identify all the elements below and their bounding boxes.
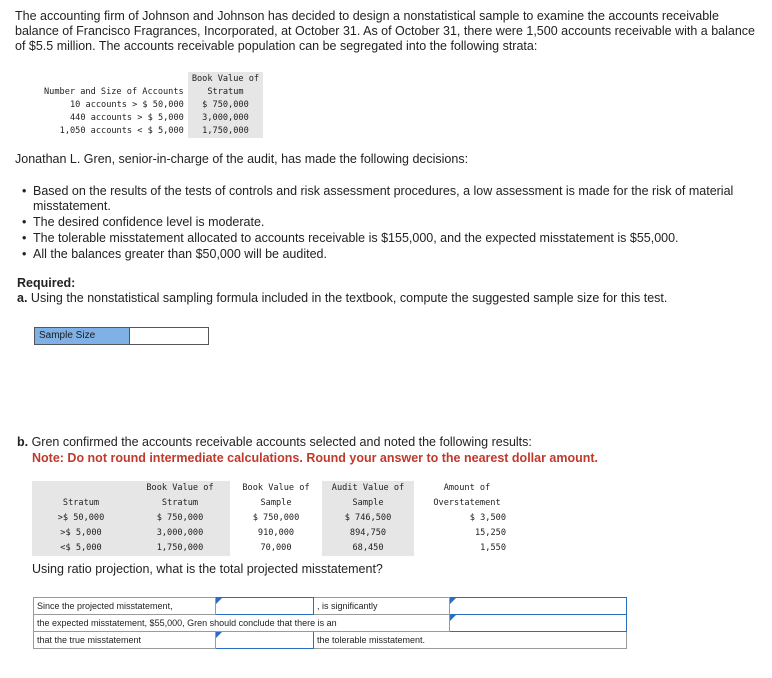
projection-question: Using ratio projection, what is the total projected misstatement? (32, 562, 383, 576)
strata-accounts-cell: 440 accounts > $ 5,000 (70, 113, 184, 123)
results-cell-audit-sample: 894,750 (322, 526, 414, 541)
part-a-text: Using the nonstatistical sampling formula included in the textbook, compute the suggested sample size for this test. (27, 291, 668, 305)
results-cell-overstatement: $ 3,500 (469, 513, 506, 523)
bullet-icon: • (22, 184, 27, 198)
projected-misstatement-input[interactable] (216, 598, 314, 615)
dropdown-corner-icon (450, 615, 456, 621)
results-cell-audit-sample: $ 746,500 (322, 511, 414, 526)
table-row (32, 526, 520, 541)
strata-accounts-cell: 10 accounts > $ 50,000 (70, 100, 184, 110)
answer-text-since: Since the projected misstatement, (34, 598, 216, 615)
part-b-note: Note: Do not round intermediate calculations. Round your answer to the nearest dollar amount. (32, 451, 599, 465)
table-row (32, 511, 520, 526)
answer-text-conclude: the expected misstatement, $55,000, Gren should conclude that there is an (34, 615, 450, 632)
results-cell-stratum: <$ 5,000 (32, 541, 130, 556)
bullet-text: The tolerable misstatement allocated to accounts receivable is $155,000, and the expected misstatement is $55,000. (33, 231, 679, 245)
table-row (40, 99, 263, 112)
dropdown-corner-icon (216, 632, 222, 638)
dropdown-corner-icon (216, 598, 222, 604)
results-cell-book-stratum: 1,750,000 (130, 541, 230, 556)
bullet-text: The desired confidence level is moderate. (33, 215, 265, 229)
required-heading: Required: (17, 276, 76, 290)
answer-text-tolerable: the tolerable misstatement. (314, 632, 627, 649)
results-cell-stratum: >$ 5,000 (32, 526, 130, 541)
strata-value-cell: 1,750,000 (188, 125, 263, 138)
results-header-audit-sample-1: Audit Value of (322, 481, 414, 496)
table-row (40, 125, 263, 138)
answer-grid (33, 597, 627, 649)
results-header-stratum-2: Stratum (32, 496, 130, 511)
bullet-icon: • (22, 215, 27, 229)
strata-header-value-1: Book Value of (188, 72, 263, 86)
part-b-prefix: b. (17, 435, 29, 449)
decisions-intro: Jonathan L. Gren, senior-in-charge of the audit, has made the following decisions: (15, 152, 469, 166)
table-row (34, 598, 627, 615)
strata-table (40, 72, 263, 138)
list-item (17, 247, 752, 262)
part-b-instruction (17, 435, 757, 450)
strata-value-cell: $ 750,000 (188, 99, 263, 112)
part-b-text: Gren confirmed the accounts receivable accounts selected and noted the following results: (28, 435, 532, 449)
results-cell-book-sample: 70,000 (260, 543, 292, 553)
decisions-list (17, 184, 752, 263)
part-a-prefix: a. (17, 291, 28, 305)
strata-header-accounts: Number and Size of Accounts (44, 87, 184, 97)
list-item (17, 215, 752, 230)
bullet-icon: • (22, 231, 27, 245)
answer-text-significantly: , is significantly (314, 598, 450, 615)
results-header-overstatement-2: Overstatement (433, 498, 501, 508)
strata-header-value-2: Stratum (188, 86, 263, 99)
bullet-text: All the balances greater than $50,000 will be audited. (33, 247, 327, 261)
comparison-dropdown[interactable] (450, 598, 627, 615)
sample-size-label: Sample Size (34, 327, 130, 345)
list-item (17, 184, 752, 214)
dropdown-corner-icon (450, 598, 456, 604)
part-a-instruction (17, 291, 757, 306)
answer-text-true-misstatement: that the true misstatement (34, 632, 216, 649)
results-header-book-sample-2: Sample (260, 498, 292, 508)
results-table (32, 481, 520, 556)
results-header-audit-sample-2: Sample (322, 496, 414, 511)
results-header-book-sample-1: Book Value of (242, 483, 310, 493)
results-cell-book-sample: $ 750,000 (252, 513, 300, 523)
results-cell-overstatement: 1,550 (480, 543, 506, 553)
list-item (17, 231, 752, 246)
bullet-text: Based on the results of the tests of controls and risk assessment procedures, a low assessment is made for the risk of material misstatement. (33, 184, 734, 213)
exceeds-dropdown[interactable] (216, 632, 314, 649)
sample-size-input[interactable] (129, 327, 209, 345)
results-cell-book-stratum: 3,000,000 (130, 526, 230, 541)
bullet-icon: • (22, 247, 27, 261)
risk-dropdown[interactable] (450, 615, 627, 632)
results-header-book-stratum-2: Stratum (130, 496, 230, 511)
results-cell-book-sample: 910,000 (257, 528, 295, 538)
table-row (32, 541, 520, 556)
results-header-overstatement-1: Amount of (443, 483, 491, 493)
strata-value-cell: 3,000,000 (188, 112, 263, 125)
results-header-stratum-1 (32, 481, 130, 496)
table-row (34, 615, 627, 632)
table-row (40, 112, 263, 125)
strata-header-spacer (40, 72, 188, 86)
intro-paragraph: The accounting firm of Johnson and Johnson has decided to design a nonstatistical sample to examine the accounts receivable balance of Francisco Fragrances, Incorporated, at October 31. As of October 31, there were 1,500 accounts receivable with a balance of $5.5 million. The accounts receivable population can be segregated into the following strata: (15, 9, 755, 53)
strata-accounts-cell: 1,050 accounts < $ 5,000 (59, 126, 184, 136)
results-cell-stratum: >$ 50,000 (32, 511, 130, 526)
results-cell-overstatement: 15,250 (474, 528, 506, 538)
results-cell-audit-sample: 68,450 (322, 541, 414, 556)
table-row (34, 632, 627, 649)
results-cell-book-stratum: $ 750,000 (130, 511, 230, 526)
results-header-book-stratum-1: Book Value of (130, 481, 230, 496)
